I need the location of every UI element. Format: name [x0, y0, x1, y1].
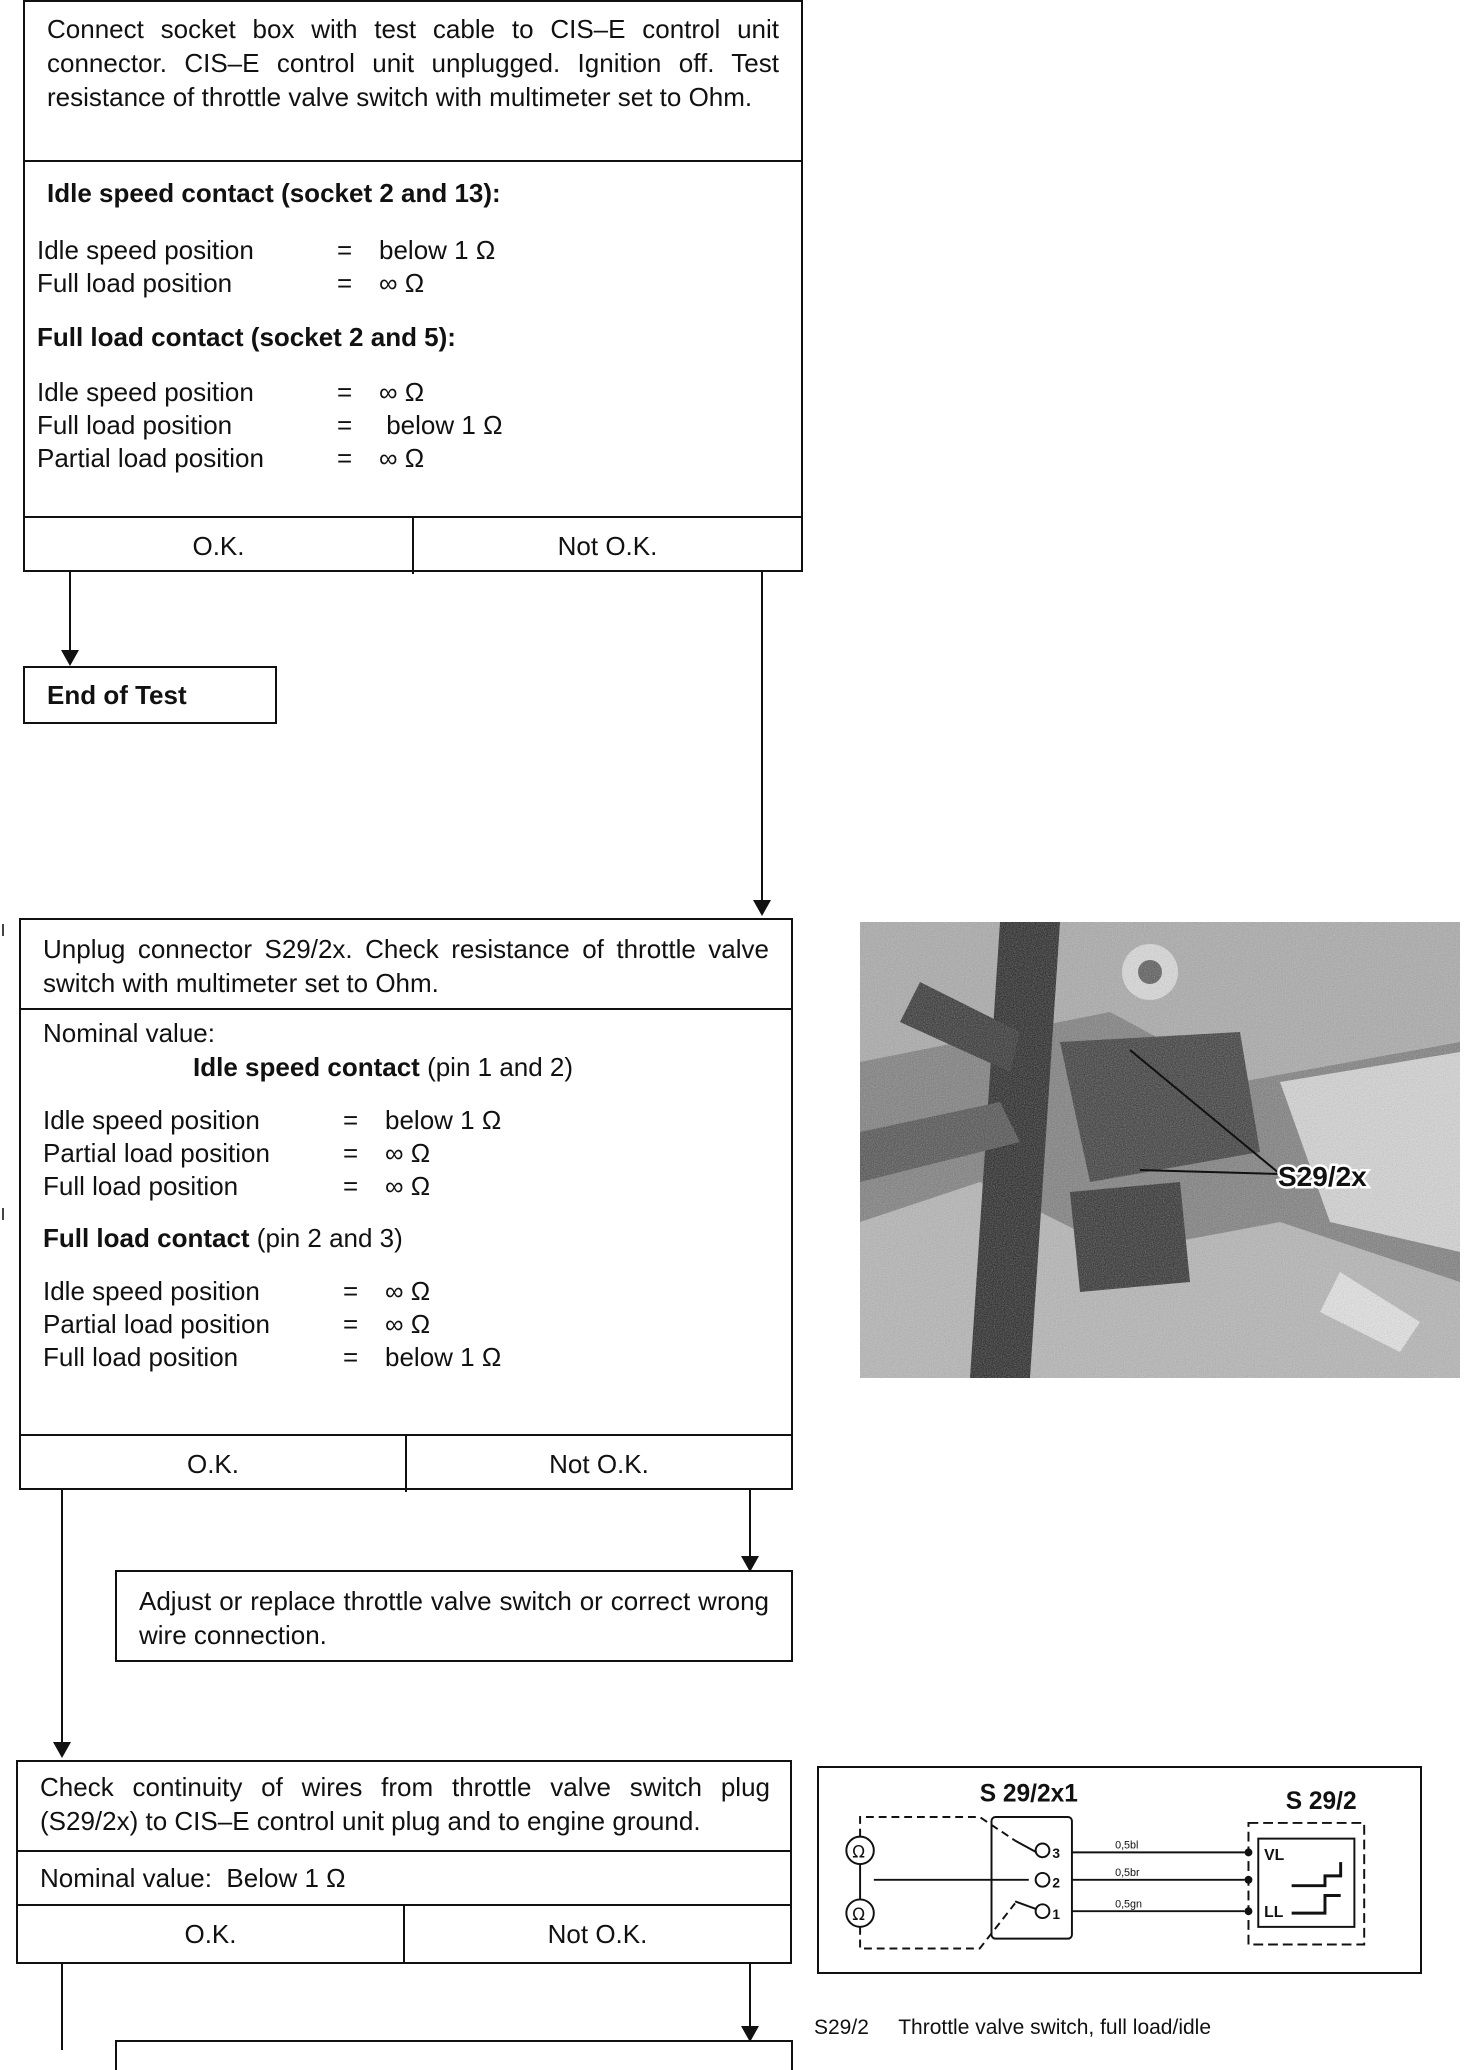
flow-line — [69, 572, 71, 662]
table-row: Partial load position = ∞ Ω — [43, 1309, 431, 1339]
next-step-box — [115, 2040, 793, 2070]
full-contact-title: Full load contact (pin 2 and 3) — [43, 1223, 403, 1253]
ohm-symbol: Ω — [852, 1905, 865, 1925]
step1-values — [25, 162, 801, 518]
nominal-label: Nominal value: — [43, 1018, 215, 1048]
step2-instruction: Unplug connector S29/2x. Check resistance of throttle valve switch with multimeter set to Ohm. — [21, 920, 791, 1010]
table-row: Idle speed position = below 1 Ω — [43, 1105, 502, 1135]
ll-label: LL — [1264, 1904, 1284, 1922]
photo-label: S29/2x — [1278, 1161, 1367, 1192]
engine-photo — [860, 922, 1460, 1378]
step1-result-row — [25, 518, 801, 574]
margin-mark — [2, 924, 4, 936]
switch-label: S 29/2 — [1285, 1788, 1357, 1816]
flow-line — [749, 1964, 751, 2034]
step1-not-ok-option: Not O.K. — [557, 531, 658, 561]
step2-ok-option: O.K. — [21, 1436, 407, 1492]
step3-box — [16, 1760, 792, 1964]
step3-not-ok-option: Not O.K. — [547, 1919, 648, 1949]
flow-line — [61, 1964, 63, 2050]
step2-values — [21, 1010, 791, 1436]
table-row: Idle speed position = ∞ Ω — [43, 1276, 431, 1306]
step3-ok-option: O.K. — [18, 1906, 405, 1962]
caption-text: Throttle valve switch, full load/idle — [898, 2016, 1212, 2039]
wire-label: 0,5gn — [1115, 1898, 1143, 1911]
figure-caption — [814, 2016, 1211, 2040]
adjust-box: Adjust or replace throttle valve switch or correct wrong wire connection. — [115, 1570, 793, 1662]
pin-label: 3 — [1052, 1846, 1060, 1862]
idle-contact-title: Idle speed contact (socket 2 and 13): — [47, 178, 501, 208]
flow-line — [761, 572, 763, 902]
table-row: Full load position = below 1 Ω — [43, 1342, 502, 1372]
ohm-symbol: Ω — [852, 1842, 865, 1862]
full-contact-title: Full load contact (socket 2 and 5): — [37, 322, 456, 352]
step1-box — [23, 0, 803, 572]
wiring-schematic — [817, 1766, 1422, 1974]
connector-label: S 29/2x1 — [979, 1780, 1078, 1808]
flow-arrow — [61, 650, 79, 666]
pin-label: 2 — [1052, 1875, 1060, 1891]
step2-result-row — [21, 1436, 791, 1492]
step3-nominal: Nominal value: Below 1 Ω — [18, 1852, 790, 1906]
step2-not-ok-option: Not O.K. — [549, 1449, 649, 1479]
caption-id: S29/2 — [814, 2016, 869, 2039]
table-row: Partial load position = ∞ Ω — [43, 1138, 431, 1168]
margin-mark — [2, 1208, 4, 1220]
table-row: Partial load position = ∞ Ω — [37, 443, 425, 473]
table-row: Full load position = ∞ Ω — [43, 1171, 431, 1201]
step3-result-row — [18, 1906, 790, 1962]
step3-instruction: Check continuity of wires from throttle valve switch plug (S29/2x) to CIS–E control unit plug and to engine ground. — [18, 1762, 790, 1852]
step1-instruction: Connect socket box with test cable to CIS–E control unit connector. CIS–E control unit unplugged. Ignition off. Test resistance of throttle valve switch with multimeter set to Ohm. — [25, 2, 801, 162]
table-row: Idle speed position = below 1 Ω — [37, 235, 496, 265]
wire-label: 0,5br — [1115, 1866, 1140, 1879]
table-row: Full load position = ∞ Ω — [37, 268, 425, 298]
flow-line — [61, 1490, 63, 1748]
flow-arrow — [753, 900, 771, 916]
step1-ok-option: O.K. — [25, 518, 414, 574]
end-of-test-box: End of Test — [23, 666, 277, 724]
table-row: Full load position = below 1 Ω — [37, 410, 503, 440]
wire-label: 0,5bl — [1115, 1839, 1139, 1852]
table-row: Idle speed position = ∞ Ω — [37, 377, 425, 407]
step2-box — [19, 918, 793, 1490]
pin-label: 1 — [1052, 1907, 1060, 1923]
vl-label: VL — [1264, 1847, 1285, 1865]
idle-contact-title: Idle speed contact (pin 1 and 2) — [193, 1052, 574, 1082]
flow-arrow — [53, 1742, 71, 1758]
